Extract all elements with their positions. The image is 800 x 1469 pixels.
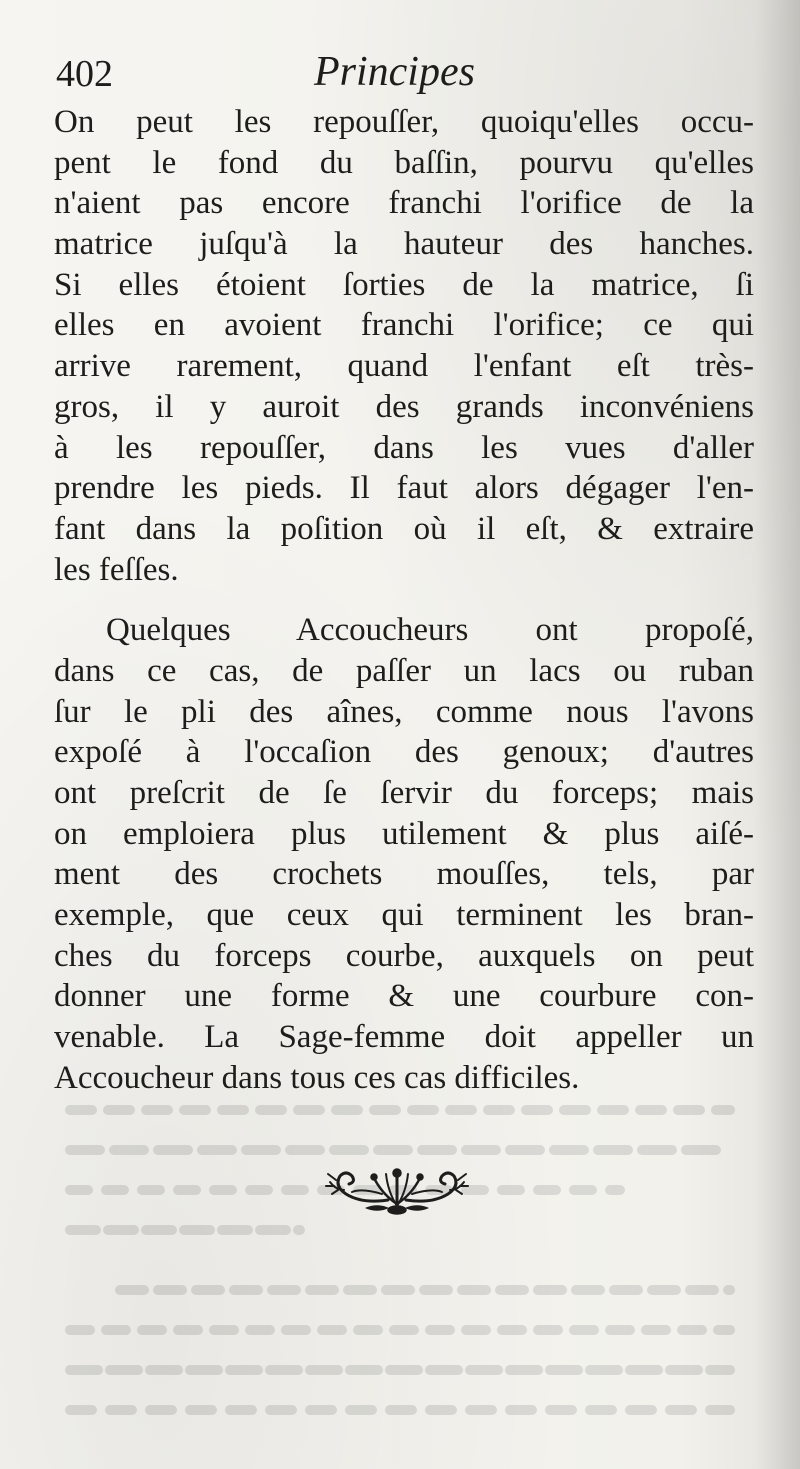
text-line: gros, il y auroit des grands inconvéniens (54, 388, 754, 425)
text-line: exemple, que ceux qui terminent les bran- (54, 897, 754, 934)
text-line: matrice juſqu'à la hauteur des hanches. (54, 226, 754, 263)
text-line: Accoucheur dans tous ces cas difficiles. (54, 1059, 580, 1096)
paragraph-gap (54, 590, 754, 610)
text-line: ont preſcrit de ſe ſervir du forceps; mais (54, 775, 754, 811)
text-line: à les repouſſer, dans les vues d'aller (54, 429, 754, 466)
text-line: ches du forceps courbe, auxquels on peut (54, 937, 754, 974)
text-line: expoſé à l'occaſion des genoux; d'autres (54, 734, 754, 771)
body-text (54, 102, 754, 1099)
text-line: Quelques Accoucheurs ont propoſé, (106, 612, 754, 649)
paragraph-1 (54, 102, 754, 590)
text-line: venable. La Sage-femme doit appeller un (54, 1019, 754, 1056)
text-line: pent le fond du baſſin, pourvu qu'elles (54, 144, 754, 181)
page-gutter-shadow (754, 0, 800, 1469)
text-line: on emploiera plus utilement & plus aiſé- (54, 815, 754, 852)
show-through-texture (60, 1090, 750, 1430)
page-header (56, 44, 756, 104)
text-line: fant dans la poſition où il eſt, & extraire (54, 510, 754, 547)
text-line: elles en avoient franchi l'orifice; ce qui (54, 307, 754, 344)
text-line: dans ce cas, de paſſer un lacs ou ruban (54, 652, 754, 689)
text-line: donner une forme & une courbure con- (54, 978, 754, 1015)
text-line: les feſſes. (54, 551, 179, 588)
text-line: n'aient pas encore franchi l'orifice de la (54, 185, 754, 222)
page-number: 402 (56, 53, 113, 95)
text-line: Si elles étoient ſorties de la matrice, ſi (54, 266, 754, 303)
text-line: ſur le pli des aînes, comme nous l'avons (54, 693, 754, 730)
printer-fleuron-icon (322, 1164, 472, 1216)
text-line: prendre les pieds. Il faut alors dégager l'en- (54, 470, 754, 507)
text-line: ment des crochets mouſſes, tels, par (54, 856, 754, 893)
text-line: On peut les repouſſer, quoiqu'elles occu- (54, 104, 754, 140)
text-line: arrive rarement, quand l'enfant eſt très- (54, 348, 754, 385)
paragraph-2 (54, 610, 754, 1098)
running-title: Principes (314, 49, 475, 95)
